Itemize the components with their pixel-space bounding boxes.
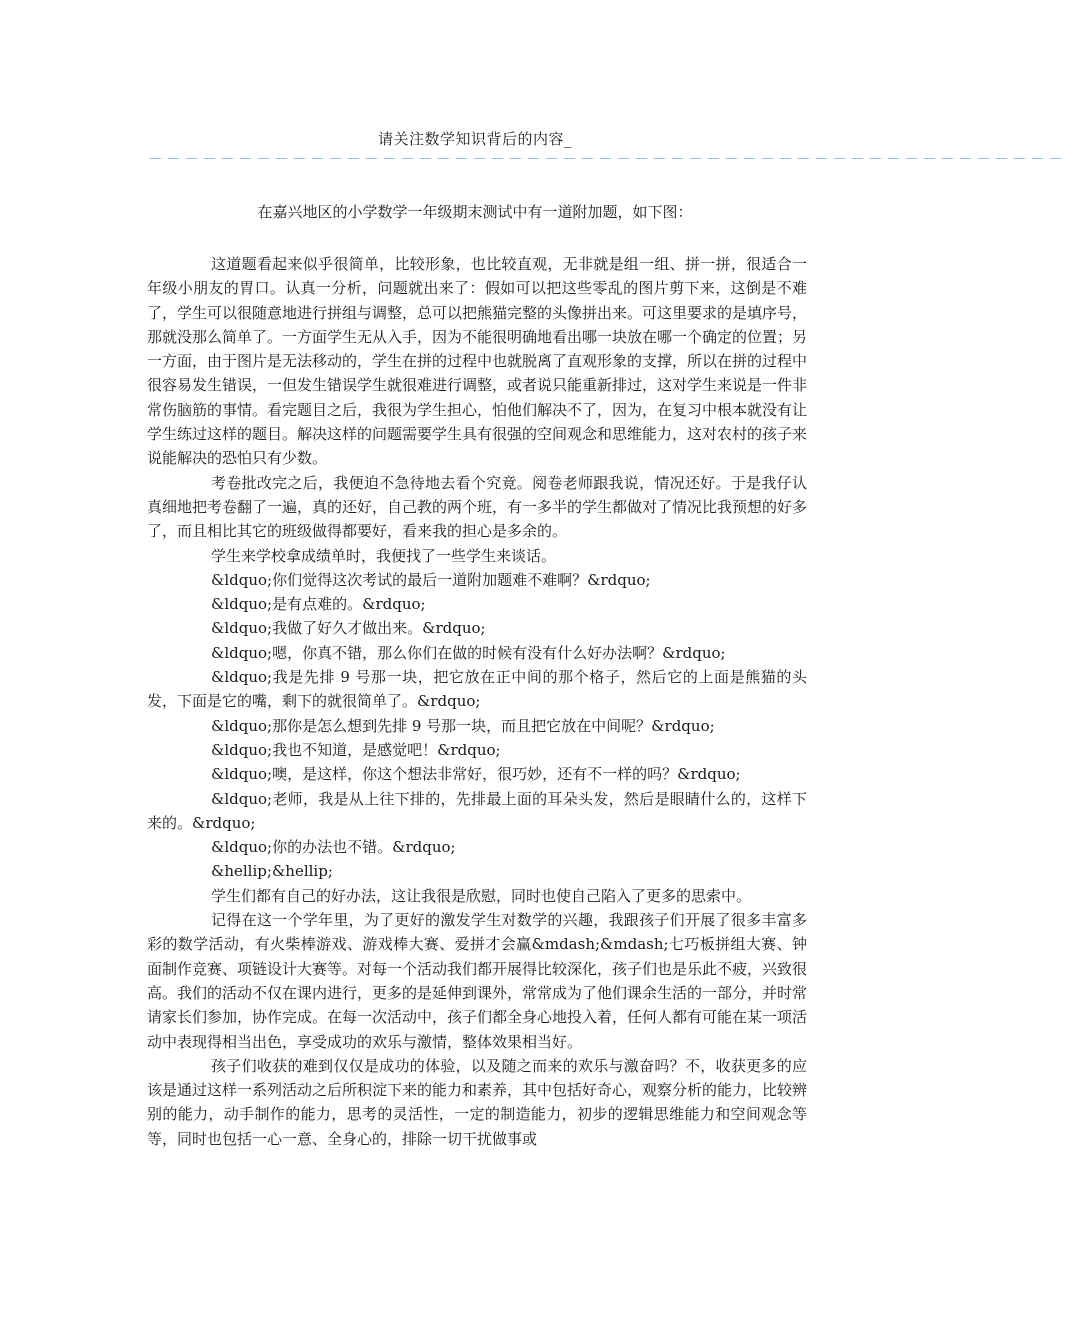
dialogue-line: &ldquo;那你是怎么想到先排 9 号那一块，而且把它放在中间呢？&rdquo; — [211, 716, 715, 735]
ellipsis-line: &hellip;&hellip; — [211, 862, 333, 881]
paragraph: 学生们都有自己的好办法，这让我很是欣慰，同时也使自己陷入了更多的思索中。 — [211, 886, 752, 905]
paragraph: 孩子们收获的难到仅仅是成功的体验，以及随之而来的欢乐与激奋吗？不，收获更多的应该是通过这样一系列活动之后所积淀下来的能力和素养，其中包括好奇心，观察分析的能力，比较辨别的能力，动手制作的能力，思考的灵活性，一定的制造能力，初步的逻辑思维能力和空间观念等等，同时也包括一心一意、全身心的，排除一切干扰做事或 — [147, 1056, 808, 1148]
paragraph: 考卷批改完之后，我便迫不急待地去看个究竟。阅卷老师跟我说，情况还好。于是我仔认真细地把考卷翻了一遍，真的还好，自己教的两个班，有一多半的学生都做对了情况比我预想的好多了，而且相比其它的班级做得都要好，看来我的担心是多余的。 — [147, 473, 808, 541]
dialogue-line: &ldquo;我做了好久才做出来。&rdquo; — [211, 619, 486, 638]
title-divider: －－－－－－－－－－－－－－－－－－－－－－－－－－－－－－－－－－－－－－－－－－－－－－－－－－－ — [148, 150, 1066, 168]
dialogue-line: &ldquo;你们觉得这次考试的最后一道附加题难不难啊？&rdquo; — [211, 570, 651, 589]
dialogue-line: &ldquo;我是先排 9 号那一块，把它放在正中间的那个格子，然后它的上面是熊猫的头发，下面是它的嘴，剩下的就很简单了。&rdquo; — [147, 668, 807, 711]
dialogue-line: &ldquo;噢，是这样，你这个想法非常好，很巧妙，还有不一样的吗？&rdquo; — [211, 765, 741, 784]
document-title: 请关注数学知识背后的内容_ — [377, 130, 572, 148]
dialogue-line: &ldquo;老师，我是从上往下排的，先排最上面的耳朵头发，然后是眼睛什么的，这样下来的。&rdquo; — [147, 789, 807, 832]
paragraph: 学生来学校拿成绩单时，我便找了一些学生来谈话。 — [211, 546, 557, 565]
dialogue-line: &ldquo;嗯，你真不错，那么你们在做的时候有没有什么好办法啊？&rdquo; — [211, 643, 726, 662]
dialogue-line: &ldquo;我也不知道，是感觉吧！&rdquo; — [211, 740, 501, 759]
dialogue-line: &ldquo;你的办法也不错。&rdquo; — [211, 838, 456, 857]
dialogue-line: &ldquo;是有点难的。&rdquo; — [211, 595, 426, 614]
paragraph: 这道题看起来似乎很简单，比较形象，也比较直观，无非就是组一组、拼一拼，很适合一年级小朋友的胃口。认真一分析，问题就出来了：假如可以把这些零乱的图片剪下来，这倒是不难了，学生可以很随意地进行拼组与调整，总可以把熊猫完整的头像拼出来。可这里要求的是填序号，那就没那么简单了。一方面学生无从入手，因为不能很明确地看出哪一块放在哪一个确定的位置；另一方面，由于图片是无法移动的，学生在拼的过程中也就脱离了直观形象的支撑，所以在拼的过程中很容易发生错误，一但发生错误学生就很难进行调整，或者说只能重新排过，这对学生来说是一件非常伤脑筋的事情。看完题目之后，我很为学生担心，怕他们解决不了，因为，在复习中根本就没有让学生练过这样的题目。解决这样的问题需要学生具有很强的空间观念和思维能力，这对农村的孩子来说能解决的恐怕只有少数。 — [147, 255, 808, 468]
intro-line: 在嘉兴地区的小学数学一年级期末测试中有一道附加题，如下图： — [257, 203, 693, 221]
body-text — [147, 252, 807, 1151]
paragraph: 记得在这一个学年里，为了更好的激发学生对数学的兴趣，我跟孩子们开展了很多丰富多彩的数学活动，有火柴棒游戏、游戏棒大赛、爱拼才会赢&mdash;&mdash;七巧板拼组大赛、钟面制作竞赛、项链设计大赛等。对每一个活动我们都开展得比较深化，孩子们也是乐此不疲，兴致很高。我们的活动不仅在课内进行，更多的是延伸到课外，常常成为了他们课余生活的一部分，并时常请家长们参加，协作完成。在每一次活动中，孩子们都全身心地投入着，任何人都有可能在某一项活动中表现得相当出色，享受成功的欢乐与激情，整体效果相当好。 — [147, 911, 808, 1051]
